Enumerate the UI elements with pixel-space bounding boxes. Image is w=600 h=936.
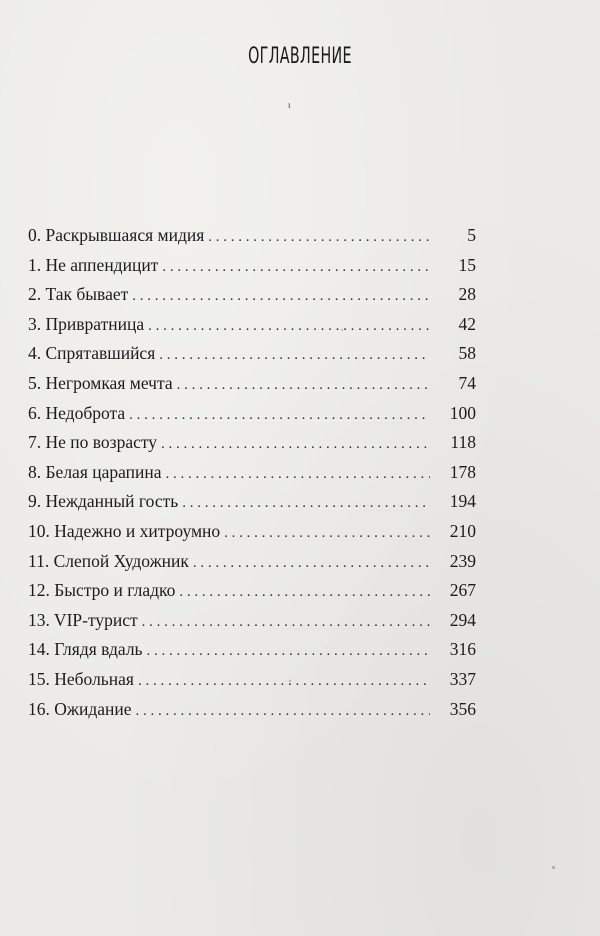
toc-entry-title: 2. Так бывает bbox=[28, 284, 129, 305]
dot-leader bbox=[138, 670, 430, 692]
toc-entry[interactable] bbox=[28, 402, 476, 432]
toc-entry-page-number: 337 bbox=[449, 668, 476, 689]
toc-entry-page-number: 58 bbox=[458, 343, 476, 364]
dot-leader bbox=[179, 581, 430, 603]
toc-entry-page-number: 118 bbox=[450, 432, 476, 453]
toc-entry[interactable] bbox=[28, 342, 476, 372]
toc-entry[interactable] bbox=[28, 579, 476, 609]
toc-entry[interactable] bbox=[28, 490, 476, 520]
toc-entry-title: 4. Спрятавшийся bbox=[28, 343, 156, 364]
toc-entry-page-number: 267 bbox=[449, 580, 476, 601]
dot-leader bbox=[159, 344, 430, 366]
toc-entry[interactable] bbox=[28, 638, 476, 668]
toc-entry[interactable] bbox=[28, 698, 476, 728]
toc-entry-page-number: 74 bbox=[458, 372, 476, 393]
dot-leader bbox=[136, 700, 430, 722]
toc-entry-title: 1. Не аппендицит bbox=[28, 254, 159, 275]
dot-leader bbox=[177, 374, 430, 396]
dot-leader bbox=[208, 226, 430, 248]
toc-entry[interactable] bbox=[28, 461, 476, 491]
paper-speck bbox=[552, 866, 555, 869]
toc-entry-page-number: 100 bbox=[449, 402, 476, 423]
toc-entry[interactable] bbox=[28, 520, 476, 550]
toc-entry-title: 9. Нежданный гость bbox=[28, 491, 179, 512]
toc-entry[interactable] bbox=[28, 254, 476, 284]
toc-entry-page-number: 239 bbox=[449, 550, 476, 571]
toc-entry[interactable] bbox=[28, 283, 476, 313]
dot-leader bbox=[147, 640, 430, 662]
dot-leader bbox=[193, 552, 430, 574]
toc-entry-page-number: 316 bbox=[449, 639, 476, 660]
toc-entry[interactable] bbox=[28, 550, 476, 580]
title-ornament-mark: ι bbox=[288, 100, 291, 110]
toc-entry-title: 0. Раскрывшаяся мидия bbox=[28, 225, 205, 245]
toc-entry[interactable] bbox=[28, 224, 476, 254]
dot-leader bbox=[129, 404, 430, 426]
dot-leader bbox=[148, 315, 430, 337]
toc-entry-page-number: 178 bbox=[449, 461, 476, 482]
toc-entry[interactable] bbox=[28, 372, 476, 402]
dot-leader bbox=[166, 463, 430, 485]
toc-entry-title: 16. Ожидание bbox=[28, 698, 132, 719]
dot-leader bbox=[142, 611, 430, 633]
paper-speck bbox=[341, 329, 343, 331]
paper-speck bbox=[289, 680, 291, 682]
dot-leader bbox=[162, 256, 430, 278]
toc-entry-page-number: 356 bbox=[449, 698, 476, 719]
page-title: ОГЛАВЛЕНИЕ bbox=[248, 44, 352, 69]
dot-leader bbox=[132, 285, 430, 307]
toc-entry[interactable] bbox=[28, 313, 476, 343]
toc-entry-page-number: 15 bbox=[458, 254, 476, 275]
toc-entry-title: 11. Слепой Художник bbox=[28, 550, 189, 571]
toc-entry-page-number: 194 bbox=[449, 491, 476, 512]
dot-leader bbox=[224, 522, 430, 544]
toc-entry-page-number: 294 bbox=[449, 609, 476, 630]
toc-entry-page-number: 42 bbox=[458, 313, 476, 334]
toc-entry-page-number: 28 bbox=[458, 284, 476, 305]
toc-entry-title: 14. Глядя вдаль bbox=[28, 639, 143, 660]
toc-entry-title: 8. Белая царапина bbox=[28, 461, 162, 482]
toc-entry-title: 5. Негромкая мечта bbox=[28, 372, 173, 393]
toc-entry-title: 10. Надежно и хитроумно bbox=[28, 520, 221, 541]
toc-entry-title: 3. Привратница bbox=[28, 313, 145, 334]
dot-leader bbox=[182, 492, 430, 514]
dot-leader bbox=[161, 433, 430, 455]
toc-entry-title: 7. Не по возрасту bbox=[28, 432, 158, 453]
toc-entry-title: 12. Быстро и гладко bbox=[28, 580, 176, 601]
toc-entry-title: 6. Недоброта bbox=[28, 402, 126, 423]
toc-entry[interactable] bbox=[28, 609, 476, 639]
toc-entry-page-number: 210 bbox=[449, 520, 476, 541]
toc-entry-title: 15. Небольная bbox=[28, 668, 134, 689]
toc-entry[interactable] bbox=[28, 431, 476, 461]
toc-entry[interactable] bbox=[28, 668, 476, 698]
toc-entry-page-number: 5 bbox=[467, 225, 476, 245]
toc-entry-title: 13. VIP-турист bbox=[28, 609, 138, 630]
table-of-contents bbox=[28, 224, 476, 727]
